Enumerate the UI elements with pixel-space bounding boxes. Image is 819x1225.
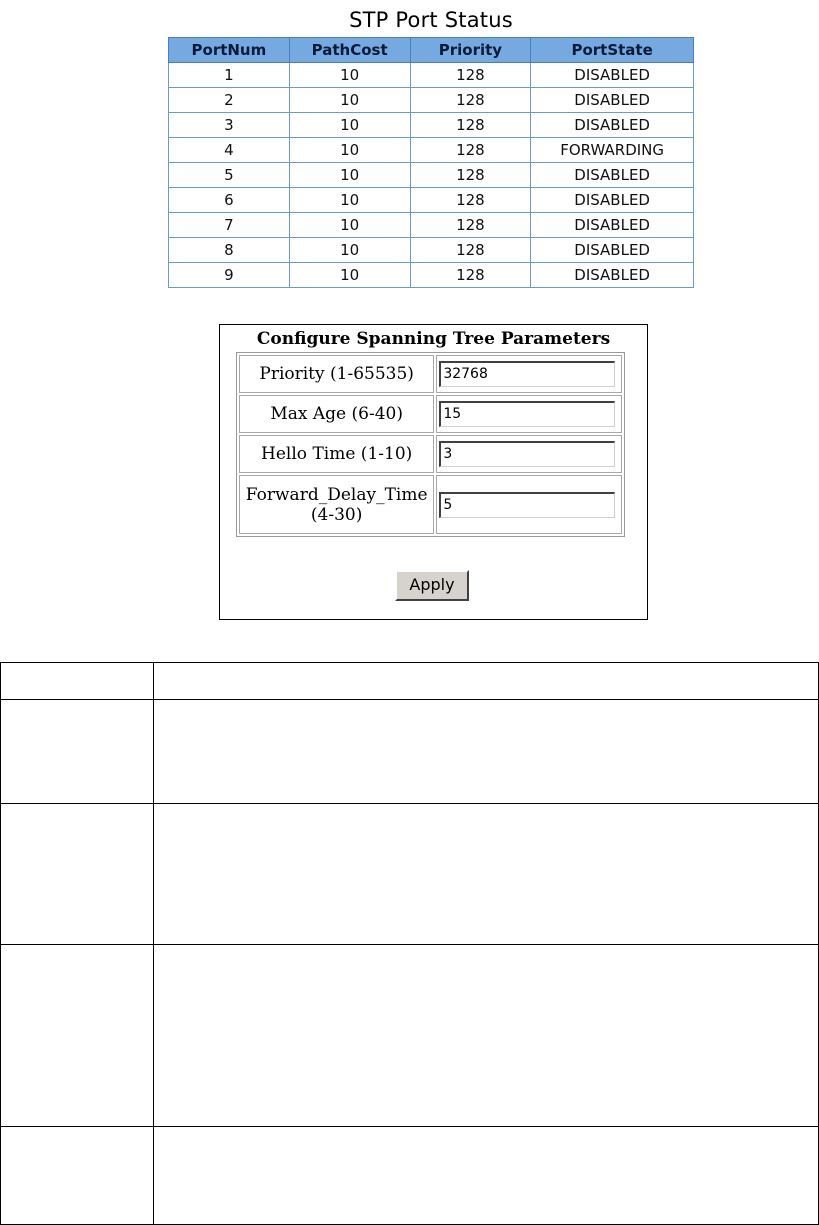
max-age-label: Max Age (6-40) — [239, 395, 434, 433]
port-num-cell: 7 — [169, 213, 290, 238]
port-state-cell: DISABLED — [531, 63, 694, 88]
description-cell — [1, 663, 154, 700]
forward-delay-input[interactable]: 5 — [439, 492, 615, 518]
column-header-portnum: PortNum — [169, 38, 290, 63]
priority-cell: 128 — [410, 213, 531, 238]
forward-delay-label-line1: Forward_Delay_Time — [245, 484, 428, 505]
description-cell — [154, 945, 819, 1127]
param-row-forward-delay — [239, 475, 622, 534]
param-row-hello-time — [239, 435, 622, 473]
port-state-cell: DISABLED — [531, 113, 694, 138]
column-header-portstate: PortState — [531, 38, 694, 63]
port-state-cell: DISABLED — [531, 238, 694, 263]
path-cost-cell: 10 — [289, 213, 410, 238]
configure-parameters-table — [236, 352, 625, 537]
port-state-cell: FORWARDING — [531, 138, 694, 163]
description-row — [1, 945, 819, 1127]
configure-panel-title: Configure Spanning Tree Parameters — [256, 329, 611, 349]
description-cell — [1, 1127, 154, 1225]
priority-cell: 128 — [410, 63, 531, 88]
table-row — [169, 163, 694, 188]
description-cell — [1, 804, 154, 945]
priority-cell: 128 — [410, 163, 531, 188]
hello-time-label: Hello Time (1-10) — [239, 435, 434, 473]
path-cost-cell: 10 — [289, 113, 410, 138]
table-row — [169, 138, 694, 163]
configure-spanning-tree-panel — [219, 324, 648, 620]
path-cost-cell: 10 — [289, 263, 410, 288]
param-row-max-age — [239, 395, 622, 433]
description-row — [1, 700, 819, 804]
priority-cell: 128 — [410, 238, 531, 263]
forward-delay-label — [239, 475, 434, 534]
description-cell — [154, 663, 819, 700]
port-state-cell: DISABLED — [531, 188, 694, 213]
stp-port-status-table — [168, 37, 694, 288]
table-row — [169, 63, 694, 88]
priority-cell: 128 — [410, 88, 531, 113]
path-cost-cell: 10 — [289, 88, 410, 113]
table-row — [169, 113, 694, 138]
port-num-cell: 6 — [169, 188, 290, 213]
priority-cell: 128 — [410, 113, 531, 138]
max-age-value-cell — [436, 395, 622, 433]
port-state-cell: DISABLED — [531, 163, 694, 188]
apply-button[interactable]: Apply — [395, 570, 469, 601]
description-row — [1, 804, 819, 945]
description-table — [0, 662, 819, 1225]
priority-value-cell — [436, 355, 622, 393]
table-row — [169, 213, 694, 238]
path-cost-cell: 10 — [289, 163, 410, 188]
column-header-pathcost: PathCost — [289, 38, 410, 63]
path-cost-cell: 10 — [289, 63, 410, 88]
forward-delay-value-cell — [436, 475, 622, 534]
path-cost-cell: 10 — [289, 188, 410, 213]
priority-input[interactable]: 32768 — [439, 361, 615, 387]
description-cell — [1, 700, 154, 804]
priority-cell: 128 — [410, 188, 531, 213]
param-row-priority — [239, 355, 622, 393]
description-cell — [1, 945, 154, 1127]
port-state-cell: DISABLED — [531, 213, 694, 238]
forward-delay-label-line2: (4-30) — [310, 504, 363, 525]
port-num-cell: 3 — [169, 113, 290, 138]
port-num-cell: 9 — [169, 263, 290, 288]
column-header-priority: Priority — [410, 38, 531, 63]
table-row — [169, 238, 694, 263]
max-age-input[interactable]: 15 — [439, 401, 615, 427]
table-row — [169, 263, 694, 288]
port-num-cell: 2 — [169, 88, 290, 113]
description-cell — [154, 804, 819, 945]
port-state-cell: DISABLED — [531, 88, 694, 113]
table-header-row — [169, 38, 694, 63]
port-num-cell: 5 — [169, 163, 290, 188]
description-cell — [154, 700, 819, 804]
path-cost-cell: 10 — [289, 138, 410, 163]
table-row — [169, 88, 694, 113]
priority-label: Priority (1-65535) — [239, 355, 434, 393]
hello-time-value-cell — [436, 435, 622, 473]
description-header-row — [1, 663, 819, 700]
stp-port-status-title: STP Port Status — [349, 8, 513, 32]
priority-cell: 128 — [410, 138, 531, 163]
priority-cell: 128 — [410, 263, 531, 288]
port-num-cell: 8 — [169, 238, 290, 263]
description-row — [1, 1127, 819, 1225]
port-state-cell: DISABLED — [531, 263, 694, 288]
hello-time-input[interactable]: 3 — [439, 441, 615, 467]
port-num-cell: 4 — [169, 138, 290, 163]
table-row — [169, 188, 694, 213]
path-cost-cell: 10 — [289, 238, 410, 263]
port-num-cell: 1 — [169, 63, 290, 88]
description-cell — [154, 1127, 819, 1225]
